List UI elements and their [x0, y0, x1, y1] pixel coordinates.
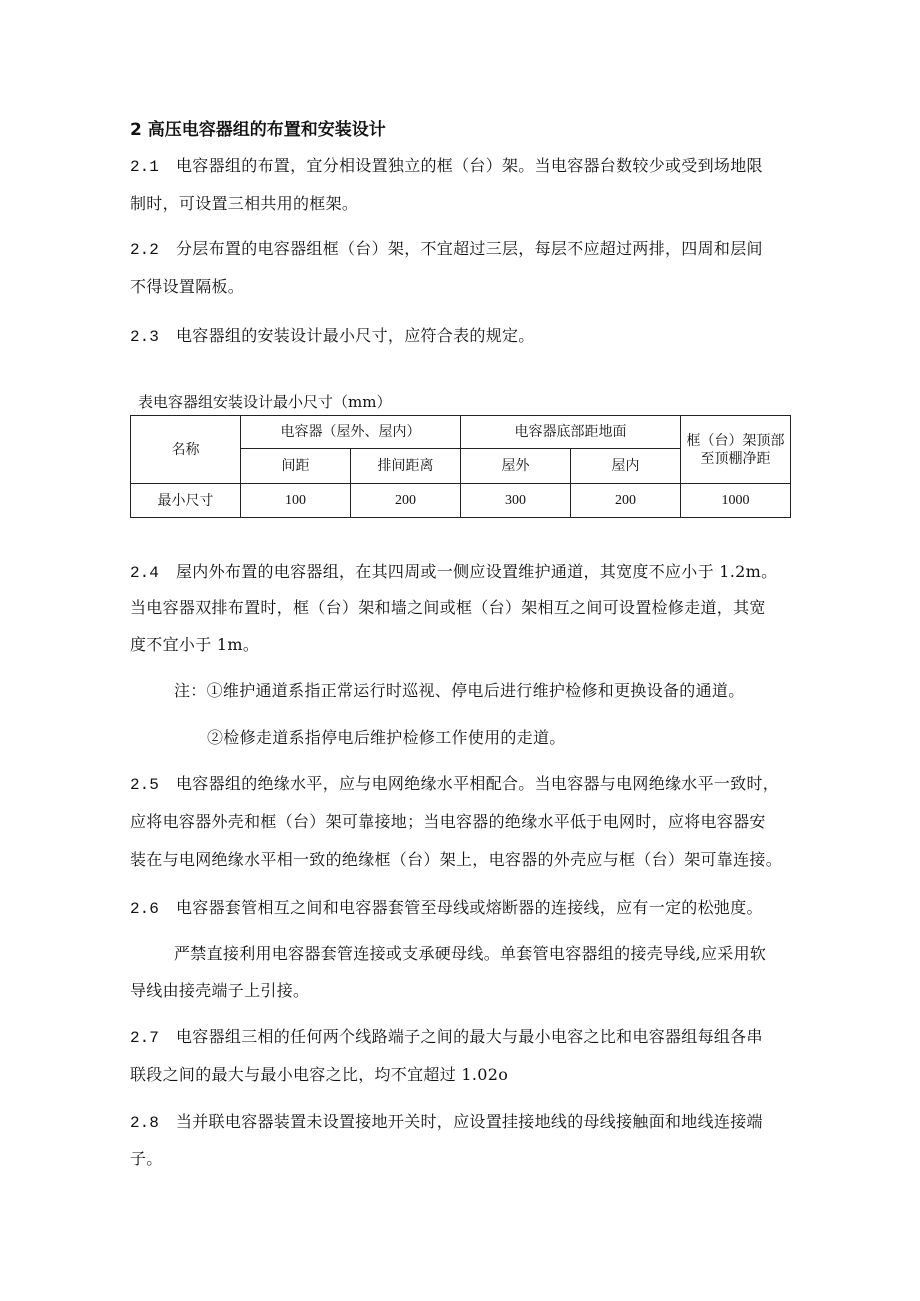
clause-text: 电容器套管相互之间和电容器套管至母线或熔断器的连接线，应有一定的松弛度。 [176, 898, 763, 917]
table-cell: 200 [571, 484, 681, 518]
header-capacitor-group: 电容器（屋外、屋内） [241, 416, 461, 449]
clause-number: 2.5 [130, 776, 159, 794]
subheader-outdoor: 屋外 [461, 449, 571, 484]
header-top-clearance-line2: 至顶棚净距 [700, 450, 771, 467]
header-top-clearance [681, 416, 791, 484]
clause-2-6-line1 [130, 897, 763, 920]
clause-2-8-line1 [130, 1111, 763, 1134]
clause-number: 2.4 [130, 564, 159, 582]
clause-2-7-line1 [130, 1026, 763, 1049]
clause-2-6-para2-line2: 导线由接壳端子上引接。 [130, 981, 310, 1000]
clause-number: 2.7 [130, 1029, 159, 1047]
clause-number: 2.8 [130, 1114, 159, 1132]
clause-2-5-line1 [130, 773, 779, 796]
clause-2-4-line3: 度不宜小于 1m。 [130, 635, 260, 654]
section-title: 2 高压电容器组的布置和安装设计 [130, 120, 386, 140]
clause-text: 分层布置的电容器组框（台）架，不宜超过三层，每层不应超过两排，四周和层间 [176, 239, 763, 258]
clause-2-4-line1 [130, 561, 777, 584]
table-row [131, 484, 791, 518]
clause-2-5-line2: 应将电容器外壳和框（台）架可靠接地；当电容器的绝缘水平低于电网时，应将电容器安 [130, 812, 766, 831]
clause-number: 2.1 [130, 158, 159, 176]
clause-number: 2.6 [130, 900, 159, 918]
clause-text: 电容器组的布置，宜分相设置独立的框（台）架。当电容器台数较少或受到场地限 [176, 156, 763, 175]
clause-2-8-line2: 子。 [130, 1149, 163, 1168]
table-cell: 200 [351, 484, 461, 518]
min-dimension-table [130, 415, 791, 518]
clause-text: 当并联电容器装置未设置接地开关时，应设置挂接地线的母线接触面和地线连接端 [176, 1112, 763, 1131]
clause-text: 电容器组三相的任何两个线路端子之间的最大与最小电容之比和电容器组每组各串 [176, 1027, 763, 1046]
header-name: 名称 [131, 416, 241, 484]
note-1: 注：①维护通道系指正常运行时巡视、停电后进行维护检修和更换设备的通道。 [174, 681, 745, 700]
clause-2-2-line2: 不得设置隔板。 [130, 277, 245, 296]
subheader-row-spacing: 排间距离 [351, 449, 461, 484]
table-cell: 1000 [681, 484, 791, 518]
note-2: ②检修走道系指停电后维护检修工作使用的走道。 [207, 728, 566, 747]
clause-2-6-para2-line1: 严禁直接利用电容器套管连接或支承硬母线。单套管电容器组的接壳导线,应采用软 [174, 944, 767, 963]
clause-2-7-line2: 联段之间的最大与最小电容之比，均不宜超过 1.02o [130, 1065, 509, 1084]
table-cell: 100 [241, 484, 351, 518]
table-cell: 300 [461, 484, 571, 518]
clause-text: 电容器组的绝缘水平，应与电网绝缘水平相配合。当电容器与电网绝缘水平一致时， [176, 774, 780, 793]
clause-text: 电容器组的安装设计最小尺寸，应符合表的规定。 [176, 326, 535, 345]
clause-2-1-line1 [130, 155, 763, 178]
clause-2-3-line1 [130, 325, 535, 348]
header-bottom-height-group: 电容器底部距地面 [461, 416, 681, 449]
clause-text: 屋内外布置的电容器组，在其四周或一侧应设置维护通道，其宽度不应小于 1.2m。 [176, 562, 778, 581]
clause-2-1-line2: 制时，可设置三相共用的框架。 [130, 194, 359, 213]
clause-2-2-line1 [130, 238, 763, 261]
clause-2-5-line3: 装在与电网绝缘水平相一致的绝缘框（台）架上，电容器的外壳应与框（台）架可靠连接。 [130, 850, 783, 869]
subheader-indoor: 屋内 [571, 449, 681, 484]
clause-2-4-line2: 当电容器双排布置时，框（台）架和墙之间或框（台）架相互之间可设置检修走道，其宽 [130, 598, 766, 617]
row-label: 最小尺寸 [131, 484, 241, 518]
clause-number: 2.2 [130, 241, 159, 259]
clause-number: 2.3 [130, 328, 159, 346]
table-caption: 表电容器组安装设计最小尺寸（mm） [138, 393, 392, 411]
subheader-spacing: 间距 [241, 449, 351, 484]
header-top-clearance-line1: 框（台）架顶部 [686, 432, 785, 449]
